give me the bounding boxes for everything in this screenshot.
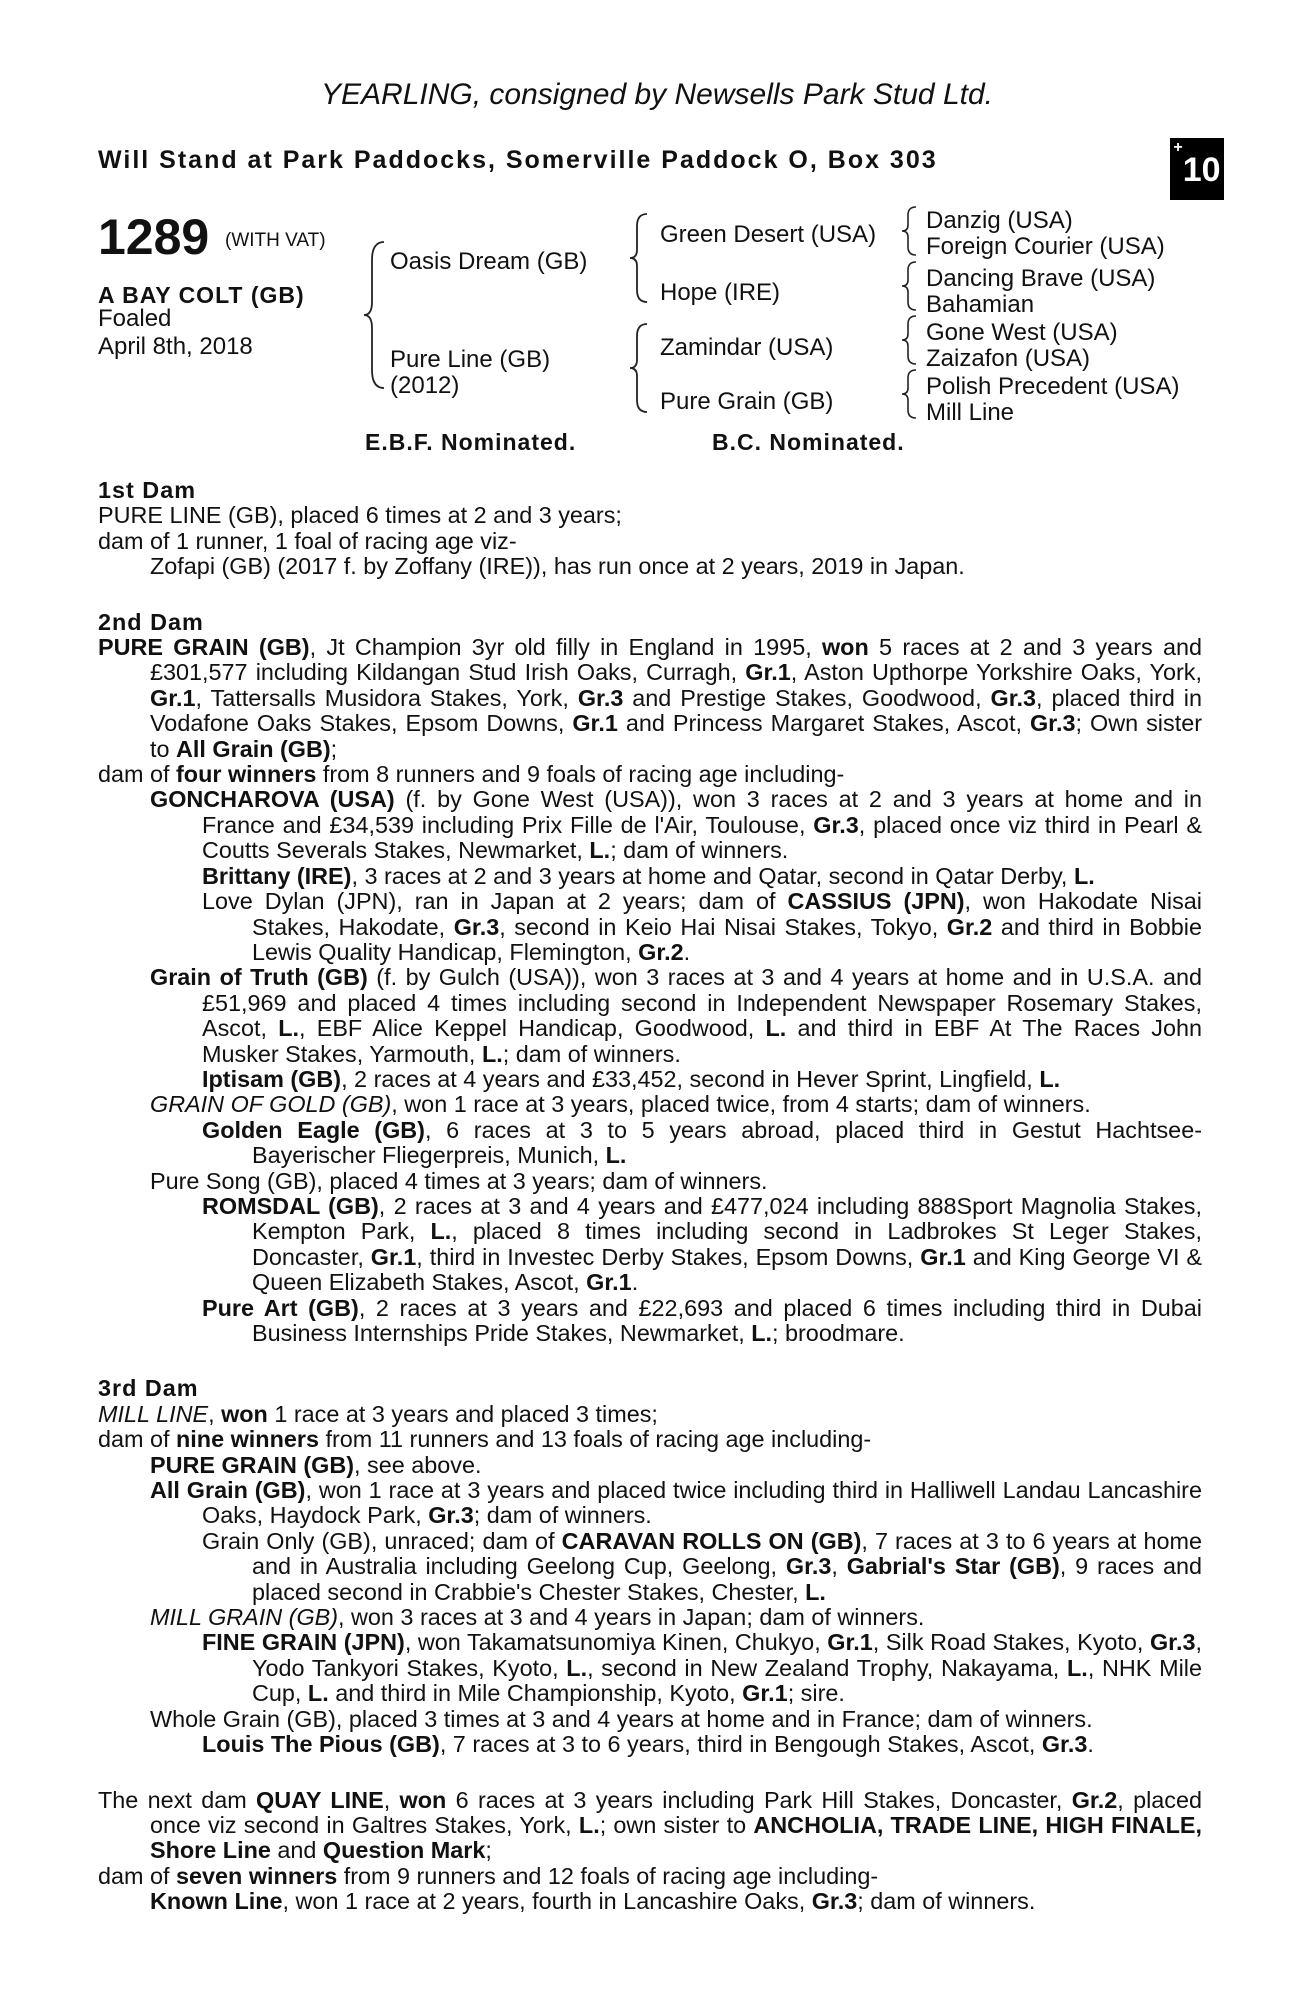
entry-all-grain: All Grain (GB), won 1 race at 3 years and placed twice including third in Halliwell Landau Lancashire Oaks, Haydock Park, Gr.3; dam of winners. (150, 1477, 1202, 1529)
ancestor-7: Polish Precedent (USA) (926, 373, 1180, 400)
spacer (98, 1758, 1202, 1788)
third-dam-heading: 3rd Dam (98, 1375, 199, 1402)
badge-number: 10 (1182, 151, 1221, 189)
sire: Oasis Dream (GB) (390, 248, 588, 275)
second-dam-produce-summary: dam of four winners from 8 runners and 9 foals of racing age including- (98, 761, 845, 788)
first-dam-line-2: dam of 1 runner, 1 foal of racing age viz- (98, 527, 517, 554)
entry-quay-line: The next dam QUAY LINE, won 6 races at 3 years including Park Hill Stakes, Doncaster, Gr.2, placed once viz second in Galtres Stakes, York, L.; own sister to ANCHOLIA, TRADE LINE, HIGH FINALE, Shore Line and Question Mark; (98, 1786, 1203, 1864)
brace-sire-line (627, 212, 653, 304)
ancestor-8: Mill Line (926, 399, 1015, 426)
entry-goncharova: GONCHAROVA (USA) (f. by Gone West (USA)), won 3 races at 2 and 3 years at home and in France and £34,539 including Prix Fille de l'Air, Toulouse, Gr.3, placed once viz third in Pearl & Coutts Severals Stakes, Newmarket, L.; dam of winners. (150, 786, 1203, 864)
dam-dam: Pure Grain (GB) (660, 388, 834, 415)
entry-romsdal: ROMSDAL (GB), 2 races at 3 and 4 years and £477,024 including 888Sport Magnolia Stakes, Kempton Park, L., placed 8 times including second in Ladbrokes St Leger Stakes, Doncaster, Gr.1, third in Investec Derby Stakes, Epsom Downs, Gr.1 and King George VI & Queen Elizabeth Stakes, Ascot, Gr.1. (202, 1192, 1202, 1296)
brace-g4 (898, 368, 920, 420)
second-dam-heading: 2nd Dam (98, 608, 204, 635)
ebf-nominated: E.B.F. Nominated. (365, 429, 577, 455)
brace-g3 (898, 314, 920, 366)
brace-parents (360, 240, 390, 390)
entry-louis-the-pious: Louis The Pious (GB), 7 races at 3 to 6 years, third in Bengough Stakes, Ascot, Gr.3. (202, 1731, 1094, 1758)
entry-love-dylan: Love Dylan (JPN), ran in Japan at 2 years; dam of CASSIUS (JPN), won Hakodate Nisai Stakes, Hakodate, Gr.3, second in Keio Hai Nisai Stakes, Tokyo, Gr.2 and third in Bobbie Lewis Quality Handicap, Flemington, Gr.2. (202, 888, 1203, 965)
ancestor-6: Zaizafon (USA) (926, 345, 1091, 372)
entry-mill-line: MILL LINE, won 1 race at 3 years and placed 3 times; (98, 1400, 658, 1427)
entry-grain-only: Grain Only (GB), unraced; dam of CARAVAN ROLLS ON (GB), 7 races at 3 to 6 years at home and in Australia including Geelong Cup, Geelong, Gr.3, Gabrial's Star (GB), 9 races and placed second in Crabbie's Chester Stakes, Chester, L. (202, 1527, 1202, 1605)
entry-known-line: Known Line, won 1 race at 2 years, fourth in Lancashire Oaks, Gr.3; dam of winners. (150, 1888, 1036, 1915)
spacer (98, 1346, 1202, 1376)
dam: Pure Line (GB) (390, 346, 551, 373)
brace-dam-line (627, 322, 653, 414)
entry-whole-grain: Whole Grain (GB), placed 3 times at 3 and 4 years at home and in France; dam of winners. (150, 1705, 1093, 1732)
entry-grain-of-truth: Grain of Truth (GB) (f. by Gulch (USA)), won 3 races at 3 and 4 years at home and in U.S.A. and £51,969 and placed 4 times including second in Independent Newspaper Rosemary Stakes, Ascot, L., EBF Alice Keppel Handicap, Goodwood, L. and third in EBF At The Races John Musker Stakes, Yarmouth, L.; dam of winners. (150, 964, 1203, 1067)
third-dam-produce-summary: dam of nine winners from 11 runners and 13 foals of racing age including- (98, 1426, 872, 1453)
consignor-line: YEARLING, consigned by Newsells Park Stud Ltd. (321, 78, 993, 111)
ancestor-4: Bahamian (926, 291, 1035, 318)
first-dam-line-1: PURE LINE (GB), placed 6 times at 2 and 3 years; (98, 502, 622, 529)
entry-grain-of-gold: GRAIN OF GOLD (GB), won 1 race at 3 years, placed twice, from 4 starts; dam of winners. (150, 1091, 1091, 1118)
entry-pure-art: Pure Art (GB), 2 races at 3 years and £22,693 and placed 6 times including third in Dubai Business Internships Pride Stakes, Newmarket, L.; broodmare. (202, 1294, 1202, 1346)
badge-plus: + (1173, 139, 1183, 156)
catalogue-badge (1170, 138, 1224, 200)
ancestor-3: Dancing Brave (USA) (926, 265, 1156, 292)
entry-pure-grain: PURE GRAIN (GB), Jt Champion 3yr old filly in England in 1995, won 5 races at 2 and 3 years and £301,577 including Kildangan Stud Irish Oaks, Curragh, Gr.1, Aston Upthorpe Yorkshire Oaks, York, Gr.1, Tattersalls Musidora Stakes, York, Gr.3 and Prestige Stakes, Goodwood, Gr.3, placed third in Vodafone Oaks Stakes, Epsom Downs, Gr.1 and Princess Margaret Stakes, Ascot, Gr.3; Own sister to All Grain (GB); (98, 634, 1202, 762)
bc-nominated: B.C. Nominated. (712, 429, 905, 455)
entry-pure-grain-ref: PURE GRAIN (GB), see above. (150, 1451, 482, 1478)
entry-golden-eagle: Golden Eagle (GB), 6 races at 3 to 5 years abroad, placed third in Gestut Hachtsee-Bayerischer Fliegerpreis, Munich, L. (202, 1116, 1202, 1169)
dam-year: (2012) (390, 372, 460, 399)
lot-number: 1289 (98, 209, 210, 265)
first-dam-heading: 1st Dam (98, 477, 197, 503)
horse-description: A BAY COLT (GB) (98, 282, 305, 308)
ancestor-5: Gone West (USA) (926, 319, 1118, 346)
spacer (98, 580, 1202, 610)
entry-brittany: Brittany (IRE), 3 races at 2 and 3 years at home and Qatar, second in Qatar Derby, L. (202, 862, 1095, 889)
vat-note: (WITH VAT) (225, 230, 326, 251)
ancestor-2: Foreign Courier (USA) (926, 233, 1165, 260)
sire-sire: Green Desert (USA) (660, 221, 877, 248)
brace-g1 (898, 205, 920, 257)
foaled-date: April 8th, 2018 (98, 333, 253, 360)
brace-g2 (898, 260, 920, 312)
pedigree-notes (98, 478, 1202, 1915)
entry-fine-grain: FINE GRAIN (JPN), won Takamatsunomiya Kinen, Chukyo, Gr.1, Silk Road Stakes, Kyoto, Gr.3, Yodo Tankyori Stakes, Kyoto, L., second in New Zealand Trophy, Nakayama, L., NHK Mile Cup, L. and third in Mile Championship, Kyoto, Gr.1; sire. (202, 1629, 1202, 1707)
dam-sire: Zamindar (USA) (660, 334, 834, 361)
foaled-label: Foaled (98, 305, 172, 332)
entry-pure-song: Pure Song (GB), placed 4 times at 3 years; dam of winners. (150, 1167, 768, 1194)
entry-mill-grain: MILL GRAIN (GB), won 3 races at 3 and 4 years in Japan; dam of winners. (150, 1604, 925, 1631)
stabling-location: Will Stand at Park Paddocks, Somerville Paddock O, Box 303 (98, 146, 938, 174)
first-dam-foal: Zofapi (GB) (2017 f. by Zoffany (IRE)), has run once at 2 years, 2019 in Japan. (150, 553, 965, 580)
entry-iptisam: Iptisam (GB), 2 races at 4 years and £33,452, second in Hever Sprint, Lingfield, L. (202, 1065, 1061, 1092)
ancestor-1: Danzig (USA) (926, 207, 1073, 234)
sire-dam: Hope (IRE) (660, 279, 781, 306)
next-dam-produce-summary: dam of seven winners from 9 runners and 12 foals of racing age including- (98, 1862, 879, 1889)
